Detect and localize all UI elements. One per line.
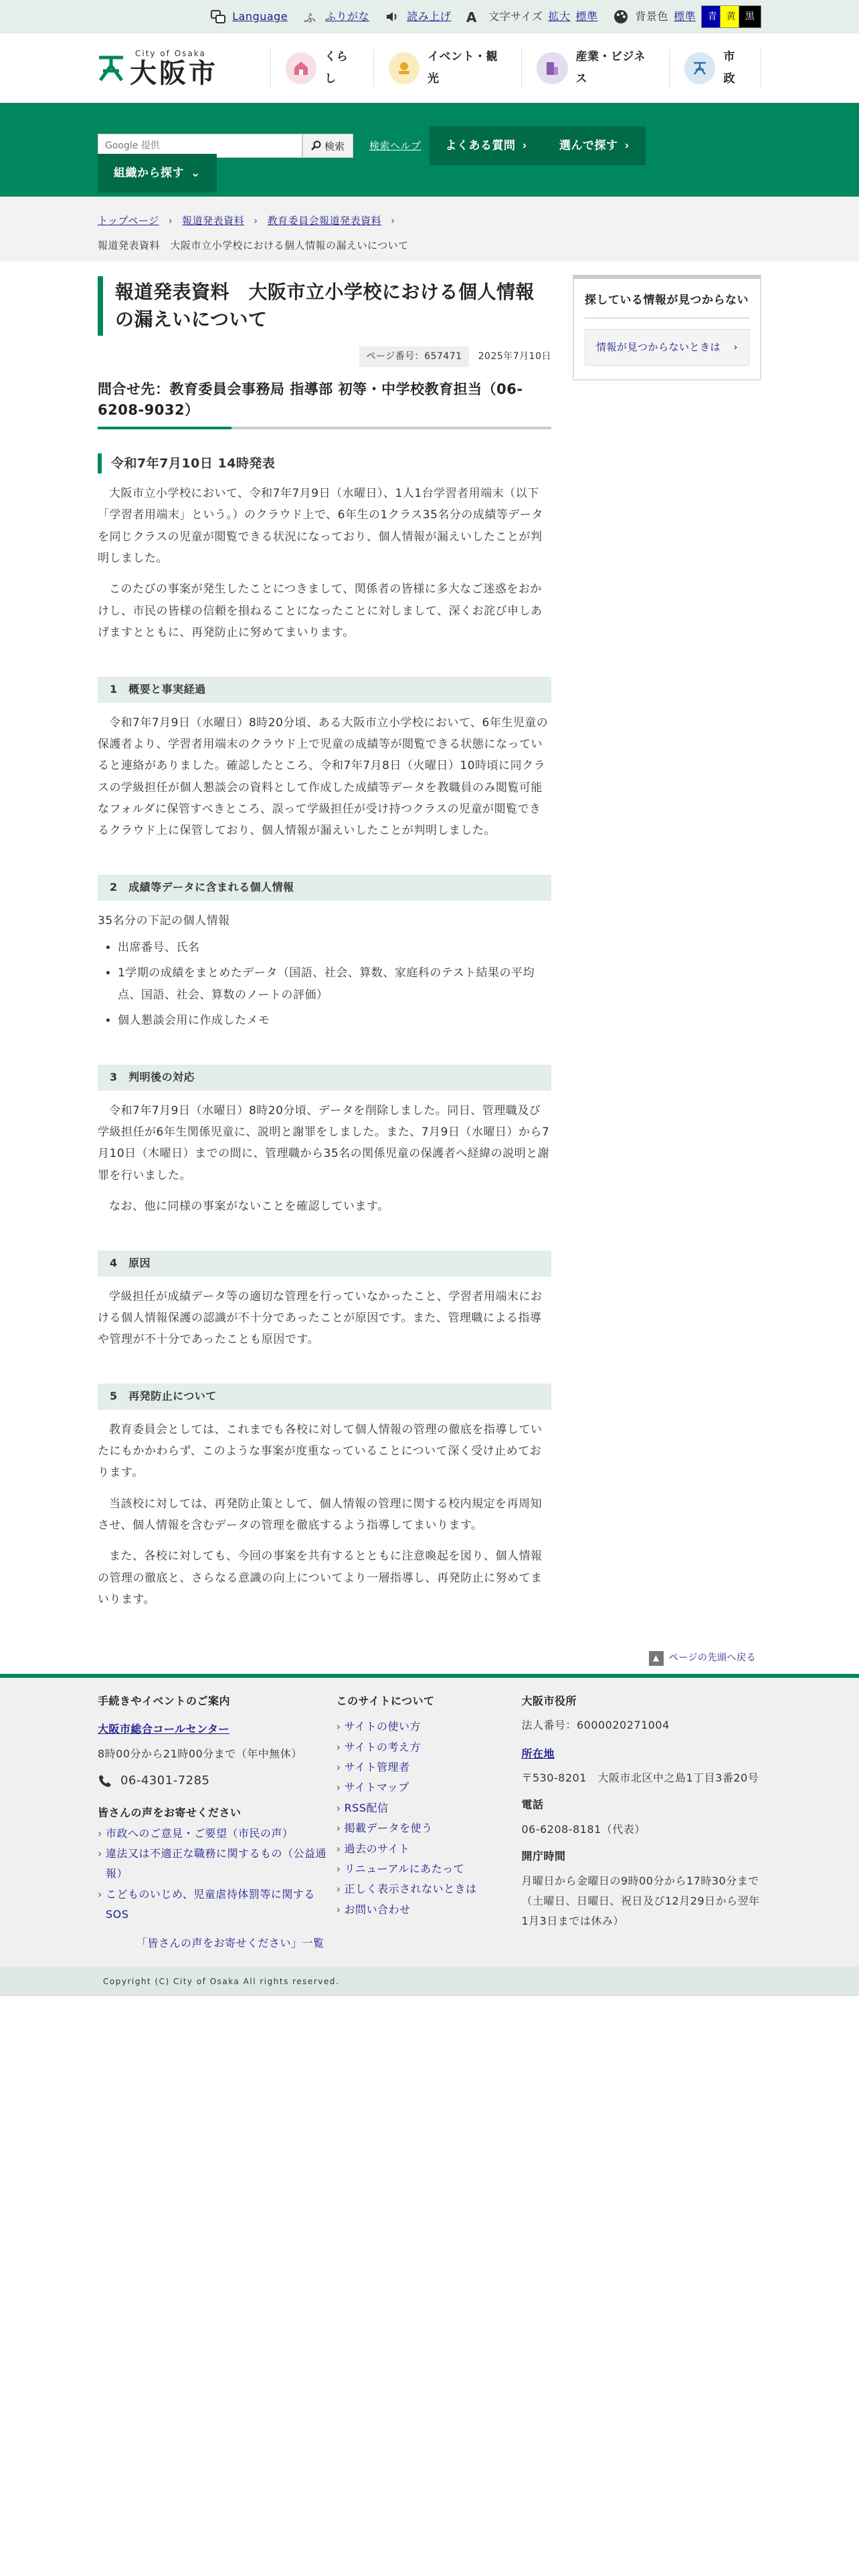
choose-label: 選んで探す — [559, 138, 618, 152]
voice-title: 皆さんの声をお寄せください — [98, 1806, 242, 1820]
chevron-down-icon: ⌄ — [191, 166, 201, 180]
footer-link-contact[interactable]: › お問い合わせ — [337, 1900, 522, 1920]
fontsize-label: 文字サイズ — [488, 9, 543, 23]
site-footer — [0, 1674, 859, 1967]
footer-link-data[interactable]: › 掲載データを使う — [337, 1818, 522, 1838]
sidebar — [573, 275, 761, 1610]
list-item: • 出席番号、氏名 — [118, 937, 551, 958]
bg-black-button[interactable]: 黒 — [739, 5, 761, 28]
footer-link-policy[interactable]: › サイトの考え方 — [337, 1737, 522, 1757]
call-center-tel: 06-4301-7285 — [120, 1773, 210, 1788]
footer-link-admin[interactable]: › サイト管理者 — [337, 1757, 522, 1778]
city-hall-tel: 06-6208-8181（代表） — [521, 1822, 646, 1836]
breadcrumb-separator-icon: › — [168, 215, 173, 227]
breadcrumb — [0, 197, 859, 261]
chevron-right-icon: › — [522, 138, 528, 152]
breadcrumb-current: 報道発表資料 大阪市立小学校における個人情報の漏えいについて — [98, 239, 409, 251]
open-hours: 月曜日から金曜日の9時00分から17時30分まで — [521, 1874, 759, 1887]
building-icon — [537, 52, 567, 84]
city-hall-address: 〒530-8201 大阪市北区中之島1丁目3番20号 — [521, 1771, 759, 1784]
nav-event-label: イベント・観光 — [427, 50, 498, 86]
copyright: Copyright (C) City of Osaka All rights reserved. — [0, 1967, 859, 1996]
not-found-title: 探している情報が見つからない — [585, 290, 749, 318]
palette-icon — [612, 8, 630, 25]
section-5-body-1: 教育委員会としては、これまでも各校に対して個人情報の管理の徹底を指導していたにもかかわらず、このような事案が度重なっていることについて深く受け止めております。 — [98, 1422, 543, 1480]
voice-list-link[interactable]: 「皆さんの声をお寄せください」一覧 — [136, 1936, 324, 1949]
bgcolor-group — [612, 5, 761, 28]
intro-paragraph-2: このたびの事案が発生したことにつきまして、関係者の皆様に多大なご迷惑をおかけし、市民の皆様の信頼を損ねることになったことに対しまして、深くお詫び申しあげますとともに、再発防止に努めてまいります。 — [98, 582, 543, 639]
bg-standard-link[interactable]: 標準 — [673, 9, 696, 23]
search-icon — [311, 140, 322, 151]
arrow-up-icon: ▲ — [649, 1651, 664, 1666]
chevron-right-icon: › — [624, 138, 630, 152]
section-5-body-2: 当該校に対しては、再発防止策として、個人情報の管理に関する校内規定を再周知させ、個人情報を含むデータの管理を徹底するよう指導してまいります。 — [98, 1497, 543, 1533]
section-1-body: 令和7年7月9日（水曜日）8時20分頃、ある大阪市立小学校において、6年生児童の保護者より、学習者用端末のクラウド上で児童の成績等が閲覧できる状態になっていると連絡がありました。確認したところ、令和7年7月8日（火曜日）10時頃に同クラスの学級担任が個人懇談会の資料として作成した成績等データを教職員のみ閲覧可能なフォルダに保管すべきところ、誤って学級担任が受け持つクラスの児童が閲覧できるクラウド上に保管しており、個人情報が漏えいしたことが判明しました。 — [98, 716, 549, 838]
nav-shisei[interactable] — [669, 49, 761, 88]
org-search-button[interactable] — [98, 154, 217, 193]
readaloud-link[interactable] — [384, 7, 451, 27]
phone-icon — [98, 1774, 112, 1788]
section-5-heading: 5 再発防止について — [98, 1384, 551, 1409]
footer-link-renewal[interactable]: › リニューアルにあたって — [337, 1859, 522, 1879]
nav-business[interactable] — [521, 49, 669, 88]
furigana-link[interactable] — [302, 7, 369, 27]
main-content — [98, 275, 551, 1610]
logo-big-text: 大阪市 — [130, 58, 218, 89]
furigana-label[interactable]: ふりがな — [325, 9, 370, 23]
back-to-top-label: ページの先頭へ戻る — [668, 1652, 756, 1664]
nav-kurashi-label: くらし — [324, 50, 349, 86]
call-center-link[interactable]: 大阪市総合コールセンター — [98, 1723, 230, 1736]
footer-about-title: このサイトについて — [336, 1694, 435, 1707]
contact-heading: 問合せ先：教育委員会事務局 指導部 初等・中学校教育担当（06-6208-9032） — [98, 379, 551, 429]
readaloud-label[interactable]: 読み上げ — [407, 9, 452, 23]
update-date: 2025年7月10日 — [478, 351, 551, 362]
nav-event[interactable] — [373, 49, 521, 88]
intro-paragraph-1: 大阪市立小学校において、令和7年7月9日（水曜日）、1人1台学習者用端末（以下「学習者用端末」という。）のクラウド上で、6年生の1クラス35名分の成績等データを同じクラスの児童が閲覧できる状況になっており、個人情報が漏えいしたことが判明しました。 — [98, 487, 543, 566]
language-icon — [209, 8, 227, 25]
footer-link-rss[interactable]: › RSS配信 — [337, 1798, 522, 1818]
not-found-button[interactable] — [585, 329, 749, 366]
not-found-box — [573, 275, 761, 381]
section-3-body-2: なお、他に同様の事案がないことを確認しています。 — [109, 1199, 389, 1213]
fontsize-icon — [466, 8, 483, 25]
list-item: • 1学期の成績をまとめたデータ（国語、社会、算数、家庭科のテスト結果の平均点、国語、社会、算数のノートの評価） — [118, 962, 551, 1006]
utility-bar — [0, 0, 859, 33]
personal-info-list — [98, 937, 551, 1031]
breadcrumb-separator-icon: › — [254, 215, 258, 227]
bgcolor-label: 背景色 — [635, 9, 668, 23]
fontsize-normal-link[interactable]: 標準 — [575, 9, 598, 23]
section-4-heading: 4 原因 — [98, 1251, 551, 1276]
footer-link-sitemap[interactable]: › サイトマップ — [337, 1778, 522, 1798]
section-2-heading: 2 成績等データに含まれる個人情報 — [98, 875, 551, 900]
voice-link-1[interactable]: › 市政へのご意見・ご要望（市民の声） — [98, 1824, 337, 1844]
voice-link-3[interactable]: › こどものいじめ、児童虐待体罰等に関するSOS — [98, 1885, 337, 1925]
list-item: • 個人懇談会用に作成したメモ — [118, 1010, 551, 1031]
breadcrumb-press[interactable]: 報道発表資料 — [182, 215, 245, 227]
svg-text:ふ: ふ — [304, 11, 316, 25]
footer-link-display[interactable]: › 正しく表示されないときは — [337, 1879, 522, 1899]
faq-button[interactable] — [430, 126, 544, 165]
voice-link-2[interactable]: › 違法又は不適正な職務に関するもの（公益通報） — [98, 1844, 337, 1885]
city-hall-title: 大阪市役所 — [521, 1694, 577, 1707]
osaka-city-mark-icon — [98, 53, 124, 83]
breadcrumb-top[interactable]: トップページ — [98, 215, 159, 227]
chevron-right-icon: › — [733, 341, 738, 354]
language-link[interactable] — [209, 7, 288, 27]
furigana-icon — [302, 8, 320, 25]
page-number: ページ番号：657471 — [359, 346, 468, 367]
svg-text:A: A — [466, 9, 478, 25]
page-title: 報道発表資料 大阪市立小学校における個人情報の漏えいについて — [98, 276, 551, 336]
tel-label: 電話 — [521, 1798, 544, 1812]
search-help-link[interactable]: 検索ヘルプ — [369, 139, 421, 152]
language-label[interactable]: Language — [232, 9, 288, 23]
section-3-heading: 3 判明後の対応 — [98, 1065, 551, 1090]
global-nav — [270, 49, 761, 88]
nav-kurashi[interactable] — [270, 49, 373, 88]
faq-label: よくある質問 — [445, 138, 516, 152]
call-center-hours: 8時00分から21時00分まで（年中無休） — [98, 1747, 302, 1760]
section-2-lead: 35名分の下記の個人情報 — [98, 914, 230, 928]
logo-small-text: City of Osaka — [135, 48, 206, 58]
fontsize-large-link[interactable]: 拡大 — [548, 9, 571, 23]
speaker-icon — [384, 8, 401, 25]
bg-blue-button[interactable]: 青 — [701, 5, 724, 28]
org-search-label: 組織から探す — [114, 166, 184, 180]
footer-guide-title: 手続きやイベントのご案内 — [98, 1694, 231, 1707]
fontsize-group — [466, 7, 597, 27]
nav-shisei-label: 市政 — [723, 50, 735, 86]
bg-yellow-button[interactable]: 黄 — [720, 5, 743, 28]
search-button-label: 検索 — [324, 140, 345, 152]
breadcrumb-edu-press[interactable]: 教育委員会報道発表資料 — [267, 215, 382, 227]
corporate-number: 法人番号：6000020271004 — [521, 1719, 670, 1732]
event-icon — [389, 52, 419, 84]
site-logo[interactable] — [98, 49, 270, 87]
open-hours-label: 開庁時間 — [521, 1850, 566, 1863]
footer-link-archive[interactable]: › 過去のサイト — [337, 1839, 522, 1859]
search-button[interactable] — [302, 134, 353, 158]
location-link[interactable]: 所在地 — [521, 1747, 555, 1760]
choose-button[interactable] — [543, 126, 646, 165]
section-5-body-3: また、各校に対しても、今回の事案を共有するとともに注意喚起を図り、個人情報の管理の徹底と、さらなる意識の向上についてより一層指導し、再発防止に努めてまいります。 — [98, 1549, 543, 1606]
section-4-body: 学級担任が成績データ等の適切な管理を行っていなかったこと、学習者用端末における個人情報保護の認識が不十分であったことが原因です。また、管理職による指導や管理が不十分であったことも原因です。 — [98, 1289, 543, 1347]
house-icon — [286, 52, 316, 84]
section-3-body-1: 令和7年7月9日（水曜日）8時20分頃、データを削除しました。同日、管理職及び学級担任が6年生関係児童に、説明と謝罪をしました。また、7月9日（水曜日）から7月10日（木曜日）までの間に、管理職から35名の関係児童の保護者へ経緯の説明と謝罪を行いました。 — [98, 1103, 550, 1182]
section-1-heading: 1 概要と事実経過 — [98, 677, 551, 702]
site-header — [0, 33, 859, 103]
release-date-heading: 令和7年7月10日 14時発表 — [98, 453, 551, 473]
not-found-button-label: 情報が見つからないときは — [596, 341, 721, 354]
breadcrumb-separator-icon: › — [391, 215, 395, 227]
back-to-top-link[interactable] — [0, 1649, 859, 1667]
closed-days: （土曜日、日曜日、祝日及び12月29日から翌年1月3日までは休み） — [521, 1894, 760, 1928]
footer-link-usage[interactable]: › サイトの使い方 — [337, 1717, 522, 1737]
nav-business-label: 産業・ビジネス — [575, 50, 646, 86]
search-nav-bar — [0, 103, 859, 197]
city-mark-icon — [684, 52, 715, 84]
